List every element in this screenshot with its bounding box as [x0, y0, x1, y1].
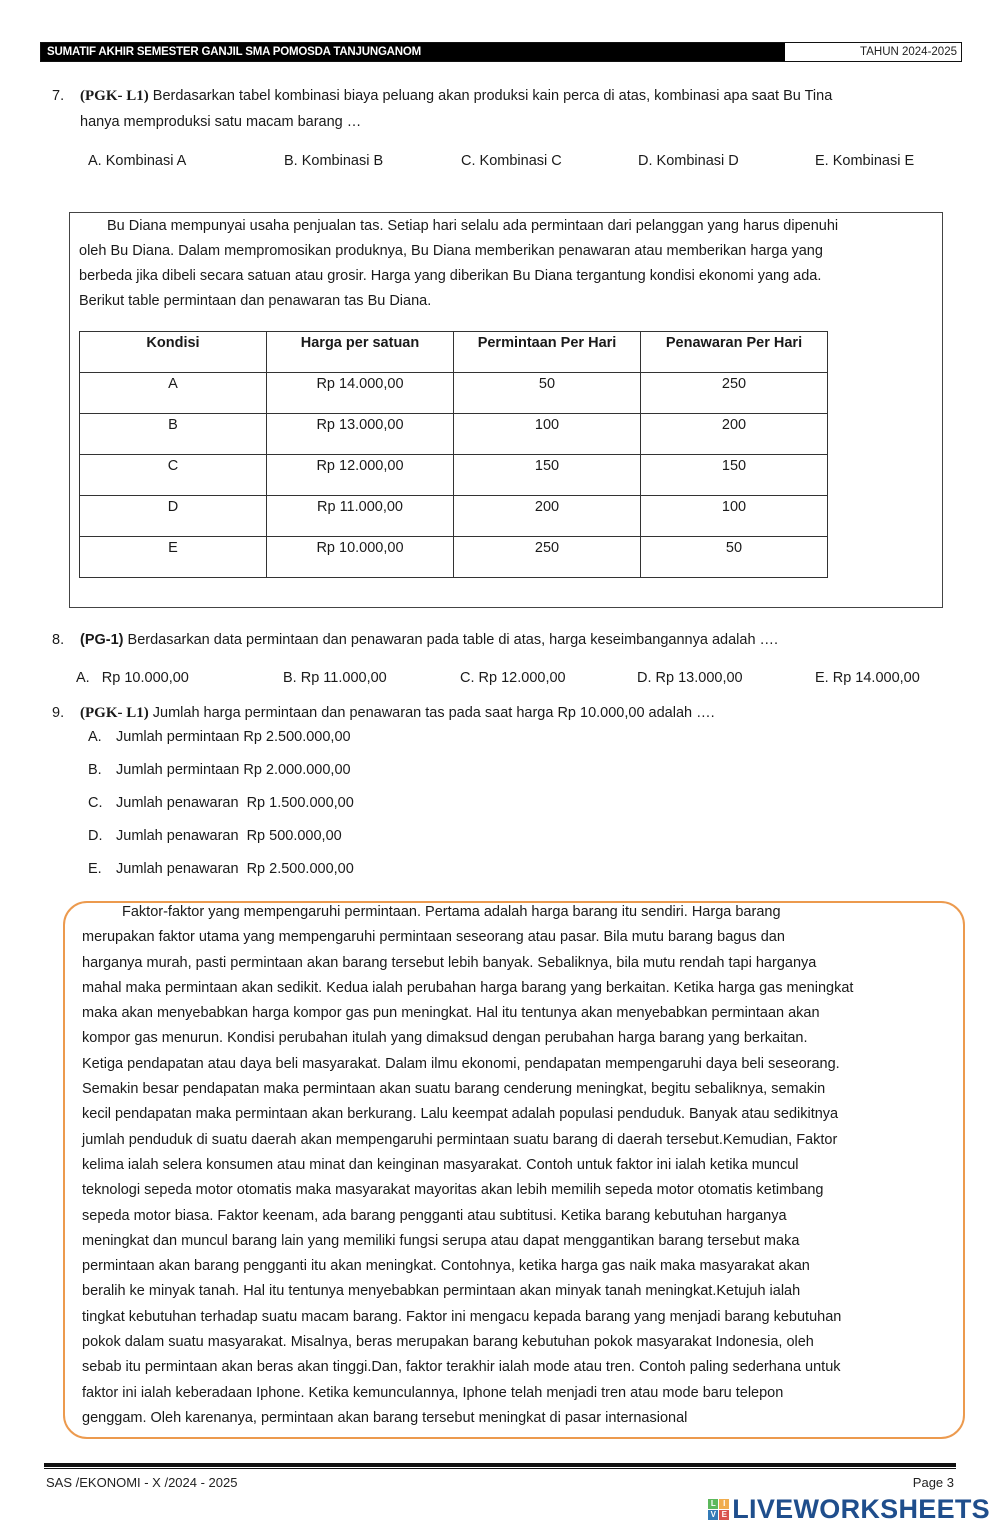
reading-line: beralih ke minyak tanah. Hal itu tentunya menyebabkan permintaan akan minyak tanah meningkat.Ketujuh ialah — [82, 1283, 801, 1300]
reading-line: mahal maka permintaan akan sedikit. Kedua ialah perubahan harga barang yang berkaitan. Ketika harga gas meningkat — [82, 979, 854, 996]
question-tag: (PGK- L1) — [80, 88, 149, 104]
footer-rule — [44, 1463, 956, 1467]
option-letter: E. — [88, 861, 102, 877]
column-header: Kondisi — [80, 332, 267, 373]
option-letter: C. — [88, 795, 103, 811]
reading-line: Ketiga pendapatan atau daya beli masyarakat. Dalam ilmu ekonomi, pendapatan mempengaruhi daya beli seseorang. — [82, 1055, 840, 1072]
table-cell: Rp 13.000,00 — [267, 414, 454, 455]
table-cell: Rp 10.000,00 — [267, 537, 454, 578]
footer-course: SAS /EKONOMI - X /2024 - 2025 — [46, 1475, 238, 1490]
question-9-options — [88, 721, 354, 886]
reading-line: teknologi sepeda motor otomatis maka masyarakat mayoritas akan lebih memilih sepeda motor otomatis ketimbang — [82, 1182, 824, 1199]
question-number: 9. — [52, 705, 65, 721]
exam-header — [40, 42, 962, 62]
table-cell: C — [80, 455, 267, 496]
question-8 — [52, 627, 952, 653]
liveworksheets-icon — [708, 1499, 729, 1520]
stimulus-line: oleh Bu Diana. Dalam mempromosikan produknya, Bu Diana memberikan penawaran atau memberikan harga yang — [79, 243, 823, 259]
option-e[interactable]: E. Rp 14.000,00 — [815, 670, 920, 686]
option-c[interactable]: C. Kombinasi C — [461, 153, 562, 169]
option-e[interactable] — [88, 853, 354, 886]
demand-supply-table — [79, 331, 828, 578]
question-text: Berdasarkan data permintaan dan penawaran pada table di atas, harga keseimbangannya adalah …. — [127, 632, 779, 648]
question-text: Berdasarkan tabel kombinasi biaya peluang akan produksi kain perca di atas, kombinasi apa saat Bu Tina — [152, 88, 833, 104]
table-cell: 250 — [641, 373, 828, 414]
option-d[interactable]: D. Rp 13.000,00 — [637, 670, 743, 686]
logo-tile: E — [719, 1510, 729, 1520]
option-d[interactable] — [88, 820, 354, 853]
table-cell: E — [80, 537, 267, 578]
option-a[interactable] — [88, 721, 354, 754]
option-text: Jumlah penawaran Rp 2.500.000,00 — [116, 861, 354, 877]
option-letter: B. — [88, 762, 102, 778]
option-text: Jumlah permintaan Rp 2.000.000,00 — [116, 762, 351, 778]
option-d[interactable]: D. Kombinasi D — [638, 153, 739, 169]
option-text: Jumlah penawaran Rp 500.000,00 — [116, 828, 342, 844]
table-cell: 50 — [641, 537, 828, 578]
option-b[interactable]: B. Rp 11.000,00 — [283, 670, 387, 686]
reading-line: kecil pendapatan maka permintaan akan berkurang. Lalu keempat adalah populasi penduduk. Banyak atau sedikitnya — [82, 1106, 839, 1123]
question-text: Jumlah harga permintaan dan penawaran tas pada saat harga Rp 10.000,00 adalah …. — [152, 705, 715, 721]
reading-line: kompor gas menurun. Kondisi perubahan itulah yang dimaksud dengan perubahan harga barang yang berkaitan. — [82, 1030, 808, 1047]
question-8-options — [76, 670, 920, 686]
liveworksheets-logo[interactable] — [708, 1494, 990, 1525]
reading-line: permintaan akan barang pengganti itu akan meningkat. Contohnya, ketika harga gas naik maka masyarakat akan — [82, 1258, 810, 1275]
reading-line: tingkat kebutuhan terhadap suatu macam barang. Faktor ini mengacu kepada barang yang menjadi barang kebutuhan — [82, 1308, 842, 1325]
stimulus-line: Berikut table permintaan dan penawaran tas Bu Diana. — [79, 293, 432, 309]
table-cell: 200 — [454, 496, 641, 537]
reading-line: Faktor-faktor yang mempengaruhi permintaan. Pertama adalah harga barang itu sendiri. Harga barang — [122, 904, 781, 920]
option-a[interactable]: A. Rp 10.000,00 — [76, 670, 189, 686]
table-cell: 150 — [641, 455, 828, 496]
question-tag: (PG-1) — [80, 632, 124, 648]
logo-tile: V — [708, 1510, 718, 1520]
logo-tile: I — [719, 1499, 729, 1509]
table-cell: 150 — [454, 455, 641, 496]
table-cell: B — [80, 414, 267, 455]
question-tag: (PGK- L1) — [80, 705, 149, 721]
table-header-row — [80, 332, 828, 373]
table-cell: D — [80, 496, 267, 537]
option-c[interactable]: C. Rp 12.000,00 — [460, 670, 566, 686]
reading-text — [82, 900, 962, 1431]
option-b[interactable]: B. Kombinasi B — [284, 153, 384, 169]
reading-line: maka akan menyebabkan harga kompor gas pun meningkat. Hal itu tentunya akan menyebabkan permintaan akan — [82, 1005, 820, 1022]
option-e[interactable]: E. Kombinasi E — [815, 153, 915, 169]
stimulus-line: Bu Diana mempunyai usaha penjualan tas. Setiap hari selalu ada permintaan dari pelanggan yang harus dipenuhi — [107, 218, 839, 234]
table-cell: 250 — [454, 537, 641, 578]
footer-page: Page 3 — [912, 1475, 954, 1490]
table-cell: Rp 11.000,00 — [267, 496, 454, 537]
table-cell: Rp 14.000,00 — [267, 373, 454, 414]
reading-line: meningkat dan muncul barang lain yang memiliki fungsi serupa atau dapat menggantikan barang tersebut maka — [82, 1232, 800, 1249]
stimulus-text — [79, 214, 939, 314]
reading-line: pokok dalam suatu masyarakat. Misalnya, beras merupakan barang kebutuhan pokok masyarakat Indonesia, oleh — [82, 1334, 814, 1351]
reading-line: genggam. Oleh karenanya, permintaan akan barang tersebut meningkat di pasar internasional — [82, 1409, 688, 1426]
table-row — [80, 496, 828, 537]
table-row — [80, 373, 828, 414]
stimulus-line: berbeda jika dibeli secara satuan atau grosir. Harga yang diberikan Bu Diana tergantung kondisi ekonomi yang ada. — [79, 268, 822, 284]
option-letter: A. — [88, 729, 102, 745]
question-7 — [52, 83, 952, 135]
option-text: Jumlah permintaan Rp 2.500.000,00 — [116, 729, 351, 745]
question-number: 8. — [52, 632, 65, 648]
reading-line: merupakan faktor utama yang mempengaruhi permintaan seseorang atau pasar. Bila mutu barang bagus dan — [82, 929, 785, 946]
reading-line: sebab itu permintaan akan beras akan tinggi.Dan, faktor terakhir ialah mode atau tren. Contoh paling sederhana untuk — [82, 1359, 841, 1376]
table-row — [80, 455, 828, 496]
table-cell: 200 — [641, 414, 828, 455]
table-cell: 100 — [641, 496, 828, 537]
exam-year: TAHUN 2024-2025 — [860, 46, 957, 58]
column-header: Harga per satuan — [267, 332, 454, 373]
reading-line: kelima ialah selera konsumen atau minat dan keinginan masyarakat. Contoh untuk faktor ini ialah ketika muncul — [82, 1156, 799, 1173]
table-cell: 100 — [454, 414, 641, 455]
question-7-options — [88, 153, 914, 169]
reading-line: harganya murah, pasti permintaan akan barang tersebut lebih banyak. Sebaliknya, bila mutu rendah tapi harganya — [82, 954, 817, 971]
reading-line: jumlah penduduk di suatu daerah akan mempengaruhi permintaan suatu barang di daerah tersebut.Kemudian, Faktor — [82, 1131, 838, 1148]
column-header: Permintaan Per Hari — [454, 332, 641, 373]
reading-line: Semakin besar pendapatan maka permintaan akan suatu barang cenderung meningkat, begitu sebaliknya, semakin — [82, 1081, 826, 1098]
option-letter: D. — [88, 828, 103, 844]
reading-line: faktor ini ialah keberadaan Iphone. Ketika kemunculannya, Iphone telah menjadi tren atau mode baru telepon — [82, 1384, 784, 1401]
logo-tile: L — [708, 1499, 718, 1509]
option-c[interactable] — [88, 787, 354, 820]
footer-rule-thin — [44, 1468, 956, 1469]
option-text: Jumlah penawaran Rp 1.500.000,00 — [116, 795, 354, 811]
option-b[interactable] — [88, 754, 354, 787]
liveworksheets-wordmark: LIVEWORKSHEETS — [732, 1494, 990, 1524]
question-number: 7. — [52, 88, 65, 104]
reading-line: sepeda motor biasa. Faktor keenam, ada barang pengganti atau subtitusi. Ketika barang kebutuhan harganya — [82, 1207, 787, 1224]
table-cell: 50 — [454, 373, 641, 414]
table-row — [80, 414, 828, 455]
column-header: Penawaran Per Hari — [641, 332, 828, 373]
question-text-cont: hanya memproduksi satu macam barang … — [80, 114, 362, 130]
exam-title: SUMATIF AKHIR SEMESTER GANJIL SMA POMOSDA TANJUNGANOM — [41, 43, 785, 61]
table-cell: Rp 12.000,00 — [267, 455, 454, 496]
table-cell: A — [80, 373, 267, 414]
option-a[interactable]: A. Kombinasi A — [88, 153, 187, 169]
table-row — [80, 537, 828, 578]
